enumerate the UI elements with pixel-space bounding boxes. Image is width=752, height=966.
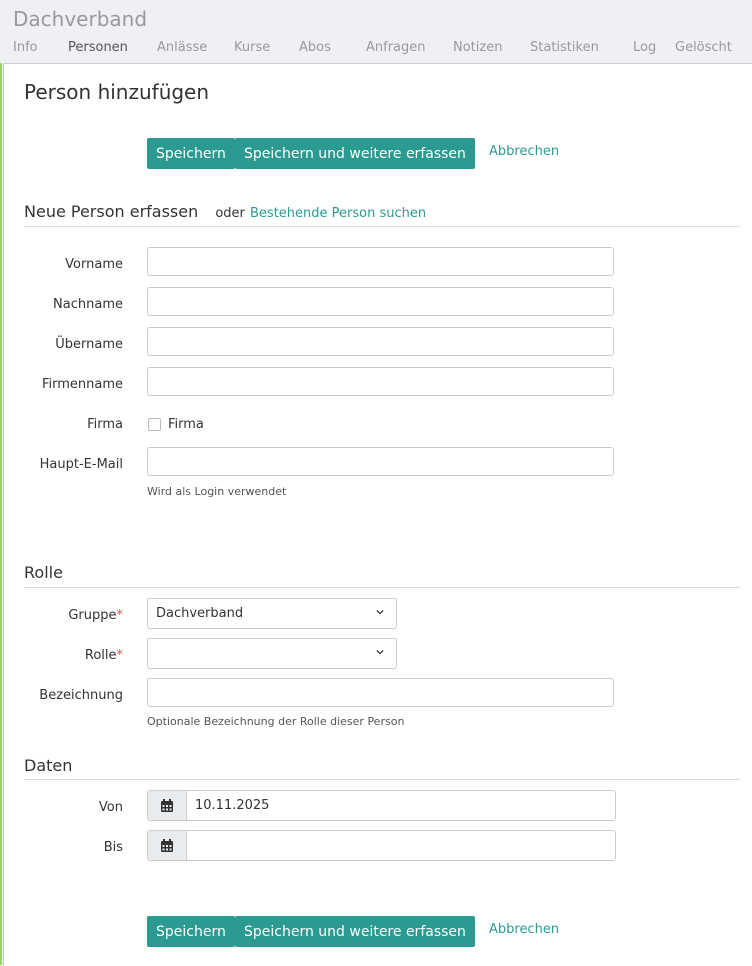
section-divider <box>24 779 740 780</box>
firma-checkbox[interactable] <box>148 418 161 431</box>
cancel-link-bottom[interactable]: Abbrechen <box>489 922 560 937</box>
firmenname-field[interactable] <box>147 367 614 396</box>
save-button-bottom[interactable]: Speichern <box>147 916 235 947</box>
required-mark: * <box>116 648 123 663</box>
firmenname-label: Firmenname <box>41 377 123 392</box>
calendar-icon[interactable] <box>147 830 186 861</box>
tab-anfragen[interactable]: Anfragen <box>366 40 426 55</box>
cancel-link-top[interactable]: Abbrechen <box>489 144 560 159</box>
vorname-label: Vorname <box>65 257 123 272</box>
content-card <box>3 63 752 966</box>
gruppe-label-text: Gruppe <box>68 608 117 623</box>
tab-statistiken[interactable]: Statistiken <box>530 40 599 55</box>
uebername-field[interactable] <box>147 327 614 356</box>
person-section-heading: Neue Person erfassen <box>24 202 199 221</box>
nav-tabs <box>13 40 732 55</box>
gruppe-select-value: Dachverband <box>156 606 244 621</box>
chevron-down-icon <box>376 648 384 656</box>
tab-log[interactable]: Log <box>633 40 657 55</box>
bis-label: Bis <box>103 840 123 855</box>
email-label: Haupt-E-Mail <box>39 457 123 472</box>
bezeichnung-label: Bezeichnung <box>39 688 123 703</box>
save-and-new-button-bottom[interactable]: Speichern und weitere erfassen <box>235 916 475 947</box>
role-section-title: Rolle <box>24 563 63 582</box>
gruppe-select[interactable] <box>147 598 397 629</box>
von-date-picker[interactable] <box>147 790 616 821</box>
email-help-text: Wird als Login verwendet <box>147 485 287 498</box>
dates-section-title: Daten <box>24 756 73 775</box>
tab-kurse[interactable]: Kurse <box>234 40 271 55</box>
bezeichnung-field[interactable] <box>147 678 614 707</box>
bis-date-input[interactable] <box>186 830 616 861</box>
rolle-label-text: Rolle <box>84 648 117 663</box>
nachname-field[interactable] <box>147 287 614 316</box>
nachname-label: Nachname <box>53 297 123 312</box>
search-existing-person-link[interactable]: Bestehende Person suchen <box>250 206 427 221</box>
bis-date-picker[interactable] <box>147 830 616 861</box>
oder-text: oder <box>215 206 245 221</box>
tab-abos[interactable]: Abos <box>299 40 331 55</box>
group-header <box>0 0 752 64</box>
vorname-field[interactable] <box>147 247 614 276</box>
section-divider <box>24 226 740 227</box>
gruppe-label <box>23 608 123 623</box>
required-mark: * <box>116 608 123 623</box>
rolle-select[interactable] <box>147 638 397 669</box>
tab-personen[interactable]: Personen <box>68 40 128 55</box>
save-and-new-button-top[interactable]: Speichern und weitere erfassen <box>235 138 475 169</box>
firma-checkbox-label[interactable]: Firma <box>168 417 204 432</box>
tab-anlaesse[interactable]: Anlässe <box>157 40 208 55</box>
uebername-label: Übername <box>55 337 123 352</box>
tab-notizen[interactable]: Notizen <box>453 40 503 55</box>
bezeichnung-help-text: Optionale Bezeichnung der Rolle dieser Person <box>147 715 405 728</box>
section-divider <box>24 587 740 588</box>
page-title: Person hinzufügen <box>24 80 210 104</box>
email-field[interactable] <box>147 447 614 476</box>
accent-stripe <box>0 63 2 965</box>
tab-geloescht[interactable]: Gelöscht <box>675 40 732 55</box>
von-date-input[interactable]: 10.11.2025 <box>186 790 616 821</box>
tab-info[interactable]: Info <box>13 40 38 55</box>
firma-label: Firma <box>87 417 123 432</box>
person-section-title <box>24 202 426 221</box>
von-label: Von <box>98 800 123 815</box>
calendar-icon[interactable] <box>147 790 186 821</box>
chevron-down-icon <box>376 608 384 616</box>
save-button-top[interactable]: Speichern <box>147 138 235 169</box>
rolle-label <box>23 648 123 663</box>
group-title: Dachverband <box>13 7 148 31</box>
